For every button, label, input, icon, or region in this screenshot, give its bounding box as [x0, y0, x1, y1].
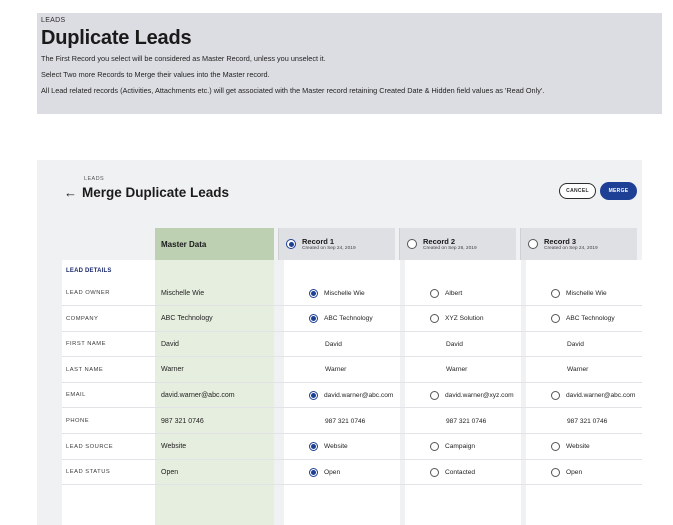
table-row: [62, 306, 642, 332]
field-label: LEAD STATUS: [66, 469, 111, 476]
field-radio[interactable]: [430, 289, 439, 298]
record-3-text: Open: [566, 468, 583, 476]
arrow-left-icon[interactable]: ←: [64, 184, 77, 200]
record-2-value[interactable]: [430, 306, 540, 332]
field-radio[interactable]: [430, 468, 439, 477]
record-3-text: David: [567, 340, 584, 348]
record-2-text: 987 321 0746: [446, 417, 487, 425]
field-label: LEAD SOURCE: [66, 443, 114, 450]
record-3-value[interactable]: [551, 306, 642, 332]
record-3-value: [551, 408, 642, 434]
table-row: [62, 280, 642, 306]
field-label: EMAIL: [66, 392, 86, 399]
info-banner: [37, 13, 662, 114]
master-value: ABC Technology: [161, 315, 213, 323]
record-3-value: [551, 331, 642, 357]
record-2-title: Record 2: [423, 236, 456, 246]
record-1-value: [309, 357, 419, 383]
record-2-text: Campaign: [445, 443, 476, 451]
record-3-value[interactable]: [551, 459, 642, 485]
record-1-value[interactable]: [309, 382, 419, 408]
record-3-title: Record 3: [544, 236, 577, 246]
field-radio[interactable]: [309, 314, 318, 323]
record-1-title: Record 1: [302, 236, 335, 246]
record-1-date: Created on Sep 24, 2019: [302, 245, 356, 251]
table-row: [62, 357, 642, 383]
record-2-text: Warner: [446, 366, 468, 374]
record-3-value[interactable]: [551, 280, 642, 306]
record-3-text: david.warner@abc.com: [566, 391, 636, 399]
record-1-text: Open: [324, 468, 341, 476]
master-value: Open: [161, 468, 179, 476]
record-2-value: [430, 357, 540, 383]
record-3-text: Mischelle Wie: [566, 289, 607, 297]
banner-line: All Lead related records (Activities, Attachments etc.) will get associated with the Master record retaining Created Date & Hidden field values as 'Read Only'.: [41, 86, 545, 95]
record-3-text: Website: [566, 443, 590, 451]
table-row: [62, 434, 642, 460]
record-1-text: Website: [324, 443, 348, 451]
master-value: Mischelle Wie: [161, 289, 205, 297]
field-radio[interactable]: [430, 442, 439, 451]
record-2-value[interactable]: [430, 459, 540, 485]
field-radio[interactable]: [430, 314, 439, 323]
record-3-text: 987 321 0746: [567, 417, 608, 425]
record-3-value[interactable]: [551, 382, 642, 408]
record-1-value[interactable]: [309, 306, 419, 332]
record-3-text: Warner: [567, 366, 589, 374]
merge-panel: [37, 160, 642, 525]
field-radio[interactable]: [551, 314, 560, 323]
panel-header: [37, 160, 642, 228]
record-3-radio[interactable]: [528, 239, 538, 249]
field-label: LAST NAME: [66, 366, 104, 373]
table-row: [62, 459, 642, 485]
field-radio[interactable]: [309, 391, 318, 400]
record-2-value: [430, 331, 540, 357]
panel-title-text: Merge Duplicate Leads: [82, 185, 230, 200]
record-2-value[interactable]: [430, 280, 540, 306]
breadcrumb[interactable]: LEADS: [84, 176, 105, 182]
field-radio[interactable]: [551, 442, 560, 451]
panel-title: [64, 185, 229, 200]
record-3-header[interactable]: [520, 228, 637, 260]
record-1-text: Warner: [325, 366, 347, 374]
field-radio[interactable]: [309, 289, 318, 298]
banner-eyebrow: LEADS: [41, 17, 66, 24]
page-title: Duplicate Leads: [41, 27, 192, 49]
record-3-date: Created on Sep 24, 2019: [544, 245, 598, 251]
record-3-value: [551, 357, 642, 383]
record-2-value[interactable]: [430, 434, 540, 460]
record-1-value: [309, 408, 419, 434]
field-radio[interactable]: [551, 391, 560, 400]
field-label: FIRST NAME: [66, 341, 106, 348]
record-2-value: [430, 408, 540, 434]
master-value: Warner: [161, 366, 184, 374]
record-1-text: Mischelle Wie: [324, 289, 365, 297]
merge-button[interactable]: MERGE: [600, 182, 637, 200]
record-1-radio[interactable]: [286, 239, 296, 249]
table-row: [62, 382, 642, 408]
banner-line: Select Two more Records to Merge their values into the Master record.: [41, 70, 270, 79]
record-2-header[interactable]: [399, 228, 516, 260]
section-label: LEAD DETAILS: [66, 268, 112, 274]
cancel-button[interactable]: CANCEL: [559, 183, 596, 199]
field-label: COMPANY: [66, 315, 99, 322]
record-1-value: [309, 331, 419, 357]
record-1-text: david.warner@abc.com: [324, 391, 394, 399]
record-1-text: 987 321 0746: [325, 417, 366, 425]
record-3-text: ABC Technology: [566, 315, 615, 323]
row-divider: [62, 484, 642, 485]
record-2-text: david.warner@xyz.com: [445, 391, 514, 399]
record-2-text: Albert: [445, 289, 463, 297]
field-radio[interactable]: [430, 391, 439, 400]
record-2-date: Created on Sep 26, 2019: [423, 245, 477, 251]
field-radio[interactable]: [309, 468, 318, 477]
field-radio[interactable]: [551, 468, 560, 477]
record-1-value[interactable]: [309, 280, 419, 306]
record-1-text: David: [325, 340, 342, 348]
record-1-value[interactable]: [309, 434, 419, 460]
record-2-text: Contacted: [445, 468, 476, 476]
master-value: Website: [161, 443, 187, 451]
record-2-text: David: [446, 340, 463, 348]
banner-line: The First Record you select will be considered as Master Record, unless you unselect it.: [41, 54, 326, 63]
field-radio[interactable]: [309, 442, 318, 451]
master-data-label: Master Data: [161, 239, 207, 249]
master-value: 987 321 0746: [161, 417, 204, 425]
master-value: david.warner@abc.com: [161, 391, 235, 399]
record-2-value[interactable]: [430, 382, 540, 408]
field-label: PHONE: [66, 418, 90, 424]
master-data-header: [155, 228, 274, 260]
record-2-radio[interactable]: [407, 239, 417, 249]
record-3-value[interactable]: [551, 434, 642, 460]
table-row: [62, 408, 642, 434]
field-radio[interactable]: [551, 289, 560, 298]
record-1-text: ABC Technology: [324, 315, 373, 323]
record-1-value[interactable]: [309, 459, 419, 485]
master-value: David: [161, 340, 179, 348]
field-label: LEAD OWNER: [66, 290, 110, 296]
record-1-header[interactable]: [278, 228, 395, 260]
table-row: [62, 331, 642, 357]
record-2-text: XYZ Solution: [445, 315, 484, 323]
